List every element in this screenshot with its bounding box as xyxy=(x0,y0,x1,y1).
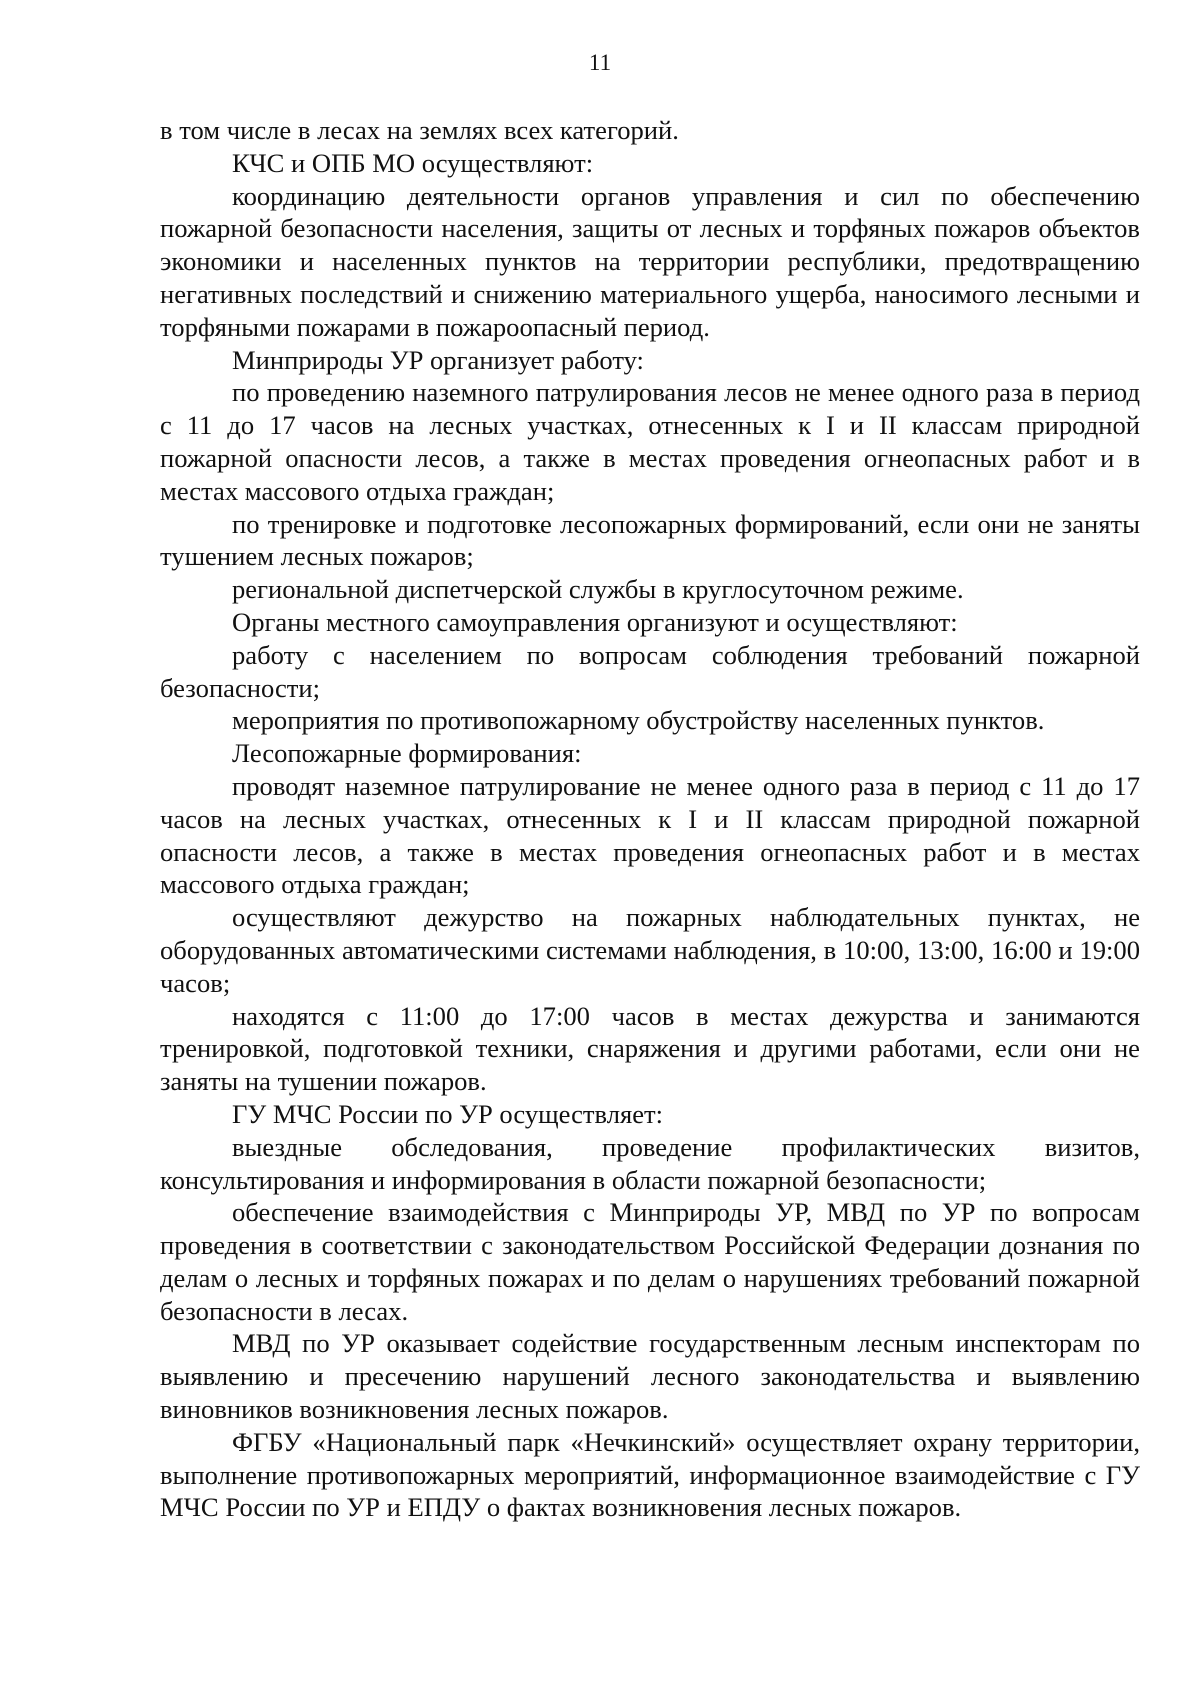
paragraph: обеспечение взаимодействия с Минприроды УР, МВД по УР по вопросам проведения в соответствии с законодательством Российской Федерации дознания по делам о лесных и торфяных пожарах и по делам о нарушениях требований пожарной безопасности в лесах. xyxy=(160,1197,1140,1326)
paragraph: по тренировке и подготовке лесопожарных формирований, если они не заняты тушением лесных пожаров; xyxy=(160,508,1140,572)
paragraph: по проведению наземного патрулирования лесов не менее одного раза в период с 11 до 17 часов на лесных участках, отнесенных к I и II классам природной пожарной опасности лесов, а также в местах проведения огнеопасных работ и в местах массового отдыха граждан; xyxy=(160,377,1140,506)
paragraph: Лесопожарные формирования: xyxy=(232,738,582,769)
page-number: 11 xyxy=(588,50,612,75)
paragraph: Органы местного самоуправления организуют и осуществляют: xyxy=(232,606,958,637)
paragraph: региональной диспетчерской службы в круглосуточном режиме. xyxy=(232,574,964,605)
paragraph: КЧС и ОПБ МО осуществляют: xyxy=(232,147,594,178)
paragraph: Минприроды УР организует работу: xyxy=(232,344,644,375)
paragraph: МВД по УР оказывает содействие государственным лесным инспекторам по выявлению и пресечению нарушений лесного законодательства и выявлению виновников возникновения лесных пожаров. xyxy=(160,1328,1140,1425)
paragraph: ФГБУ «Национальный парк «Нечкинский» осуществляет охрану территории, выполнение противопожарных мероприятий, информационное взаимодействие с ГУ МЧС России по УР и ЕПДУ о фактах возникновения лесных пожаров. xyxy=(160,1426,1140,1523)
paragraph: ГУ МЧС России по УР осуществляет: xyxy=(232,1098,664,1129)
paragraph: выездные обследования, проведение профилактических визитов, консультирования и информирования в области пожарной безопасности; xyxy=(160,1131,1140,1195)
paragraph: проводят наземное патрулирование не менее одного раза в период с 11 до 17 часов на лесных участках, отнесенных к I и II классам природной пожарной опасности лесов, а также в местах проведения огнеопасных работ и в местах массового отдыха граждан; xyxy=(160,770,1140,900)
paragraph: координацию деятельности органов управления и сил по обеспечению пожарной безопасности населения, защиты от лесных и торфяных пожаров объектов экономики и населенных пунктов на территории республики, предотвращению негативных последствий и снижению материального ущерба, наносимого лесными и торфяными пожарами в пожароопасный период. xyxy=(160,180,1140,342)
document-body xyxy=(160,114,1140,1524)
paragraph: находятся с 11:00 до 17:00 часов в местах дежурства и занимаются тренировкой, подготовкой техники, снаряжения и другими работами, если они не заняты на тушении пожаров. xyxy=(160,1000,1140,1097)
paragraph: осуществляют дежурство на пожарных наблюдательных пунктах, не оборудованных автоматическими системами наблюдения, в 10:00, 13:00, 16:00 и 19:00 часов; xyxy=(160,902,1140,998)
paragraph: в том числе в лесах на землях всех категорий. xyxy=(160,115,679,145)
paragraph: мероприятия по противопожарному обустройству населенных пунктов. xyxy=(232,705,1045,736)
paragraph: работу с населением по вопросам соблюдения требований пожарной безопасности; xyxy=(160,639,1140,703)
